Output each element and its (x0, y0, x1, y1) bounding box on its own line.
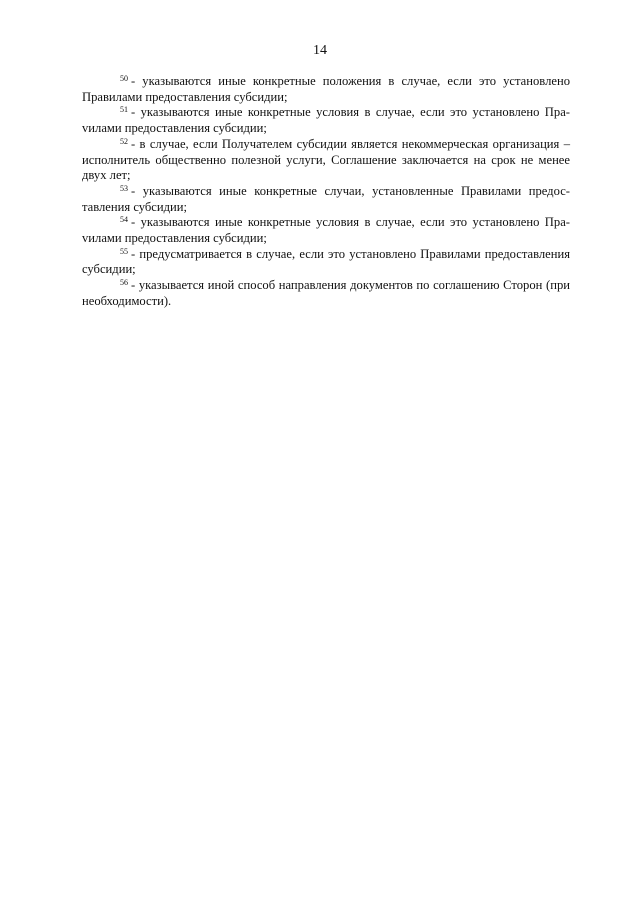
footnote-marker: 53 (120, 183, 128, 193)
footnote-text: - предусматривается в случае, если это установлено Правилами предоставления субсидии; (82, 246, 570, 277)
footnote-text: - указываются иные конкретные случаи, установленные Правилами предоставления субсидии; (82, 183, 570, 214)
footnote-marker: 54 (120, 215, 128, 225)
footnote-marker: 55 (120, 246, 128, 256)
footnote-55 (82, 247, 570, 278)
footnote-text: - указываются иные конкретные условия в случае, если это установлено Праvилами предоставления субсидии; (82, 105, 570, 136)
footnote-51 (82, 105, 570, 136)
footnote-56 (82, 278, 570, 309)
footnote-52 (82, 137, 570, 184)
footnote-marker: 56 (120, 278, 128, 288)
page-number: 14 (313, 43, 327, 58)
footnote-text: - указываются иные конкретные положения в случае, если это установлено Правилами предоставления субсидии; (82, 74, 570, 104)
footnote-marker: 51 (120, 105, 128, 115)
footnote-53 (82, 184, 570, 215)
footnote-text: - указываются иные конкретные условия в случае, если это установлено Праvилами предоставления субсидии; (82, 215, 570, 246)
footnote-54 (82, 215, 570, 246)
footnote-text: - в случае, если Получателем субсидии является некоммерческая организация – исполнитель общественно полезной услуги, Соглашение заключается на срок не менее двух лет; (82, 136, 570, 183)
footnote-text: - указывается иной способ направления документов по соглашению Сторон (при необходимости). (82, 278, 570, 308)
footnote-marker: 50 (120, 74, 128, 83)
footnotes-list (82, 74, 570, 310)
footnote-marker: 52 (120, 136, 128, 146)
footnote-50 (82, 74, 570, 105)
